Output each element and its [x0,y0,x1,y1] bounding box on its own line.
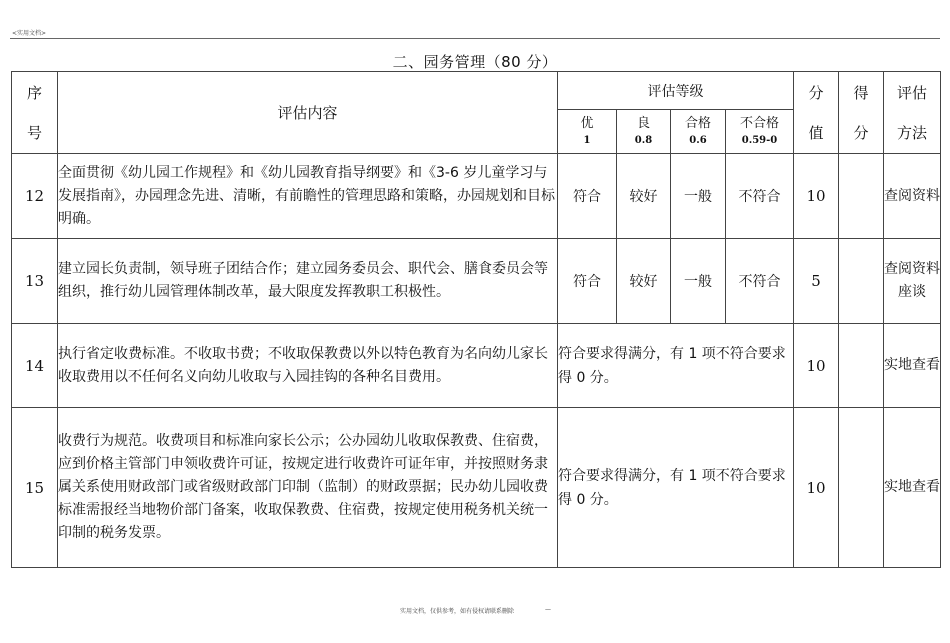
grade-level-fail [726,110,794,154]
grade-level-range: 0.8 [634,134,653,146]
row-got [839,408,884,568]
footer-note: 实用文档，仅供参考，如有侵权请联系删除 [400,608,515,615]
grade-level-good [617,110,671,154]
row-grade-fail: 不符合 [726,154,794,239]
grade-level-label: 优 [580,115,594,131]
table-row [12,408,941,568]
row-grade-good: 较好 [617,154,671,239]
grade-level-label: 不合格 [739,115,779,131]
header-score [794,72,839,154]
row-seq: 14 [12,324,58,408]
header-got-line1: 得 [853,83,869,102]
row-seq: 12 [12,154,58,239]
header-score-line1: 分 [808,83,824,102]
header-grade: 评估等级 [558,72,794,110]
table-row [12,239,941,324]
row-got [839,239,884,324]
row-score: 5 [794,239,839,324]
evaluation-table [11,71,941,568]
row-method: 实地查看 [884,324,941,408]
row-grade-rule: 符合要求得满分，有 1 项不符合要求得 0 分。 [558,324,794,408]
header-got [839,72,884,154]
row-content: 执行省定收费标准。不收取书费；不收取保教费以外以特色教育为名向幼儿家长收取费用以不任何名义向幼儿收取与入园挂钩的各种名目费用。 [58,324,558,408]
row-content: 建立园长负责制，领导班子团结合作；建立园务委员会、职代会、膳食委员会等组织，推行幼儿园管理体制改革，最大限度发挥教职工积极性。 [58,239,558,324]
section-title: 二、园务管理（80 分） [392,53,558,71]
row-score: 10 [794,408,839,568]
header-method-line1: 评估 [896,83,927,102]
row-method: 实地查看 [884,408,941,568]
header-seq-line1: 序 [26,83,42,102]
grade-level-range: 0.6 [689,134,707,146]
header-divider [10,38,940,39]
table-row [12,154,941,239]
row-grade-pass: 一般 [671,154,726,239]
header-got-line2: 分 [853,123,869,142]
row-content: 收费行为规范。收费项目和标准向家长公示；公办园幼儿收取保教费、住宿费，应到价格主管部门申领收费许可证，按规定进行收费许可证年审，并按照财务隶属关系使用财政部门或省级财政部门印制（监制）的财政票据；民办幼儿园收费标准需报经当地物价部门备案，收取保教费、住宿费，按规定使用税务机关统一印制的税务发票。 [58,408,558,568]
header-score-line2: 值 [808,123,824,142]
row-method: 查阅资料座谈 [884,239,941,324]
footer-dash: — [545,606,551,613]
grade-level-label: 良 [636,115,650,131]
header-content: 评估内容 [58,72,558,154]
table-row [12,324,941,408]
row-got [839,324,884,408]
row-grade-pass: 一般 [671,239,726,324]
header-note: <实用文档> [12,30,47,37]
header-seq [12,72,58,154]
header-method-line2: 方法 [896,123,927,142]
grade-level-pass [671,110,726,154]
grade-level-range: 1 [583,134,591,146]
grade-level-excellent [558,110,617,154]
row-method: 查阅资料 [884,154,941,239]
row-grade-excellent: 符合 [558,239,617,324]
row-grade-rule: 符合要求得满分，有 1 项不符合要求得 0 分。 [558,408,794,568]
row-seq: 15 [12,408,58,568]
row-grade-excellent: 符合 [558,154,617,239]
row-score: 10 [794,154,839,239]
row-got [839,154,884,239]
header-seq-line2: 号 [26,123,42,142]
row-grade-fail: 不符合 [726,239,794,324]
row-grade-good: 较好 [617,239,671,324]
row-score: 10 [794,324,839,408]
row-seq: 13 [12,239,58,324]
grade-level-label: 合格 [684,115,711,131]
grade-level-range: 0.59-0 [741,134,778,146]
row-content: 全面贯彻《幼儿园工作规程》和《幼儿园教育指导纲要》和《3-6 岁儿童学习与发展指南》，办园理念先进、清晰，有前瞻性的管理思路和策略，办园规划和目标明确。 [58,154,558,239]
header-method [884,72,941,154]
